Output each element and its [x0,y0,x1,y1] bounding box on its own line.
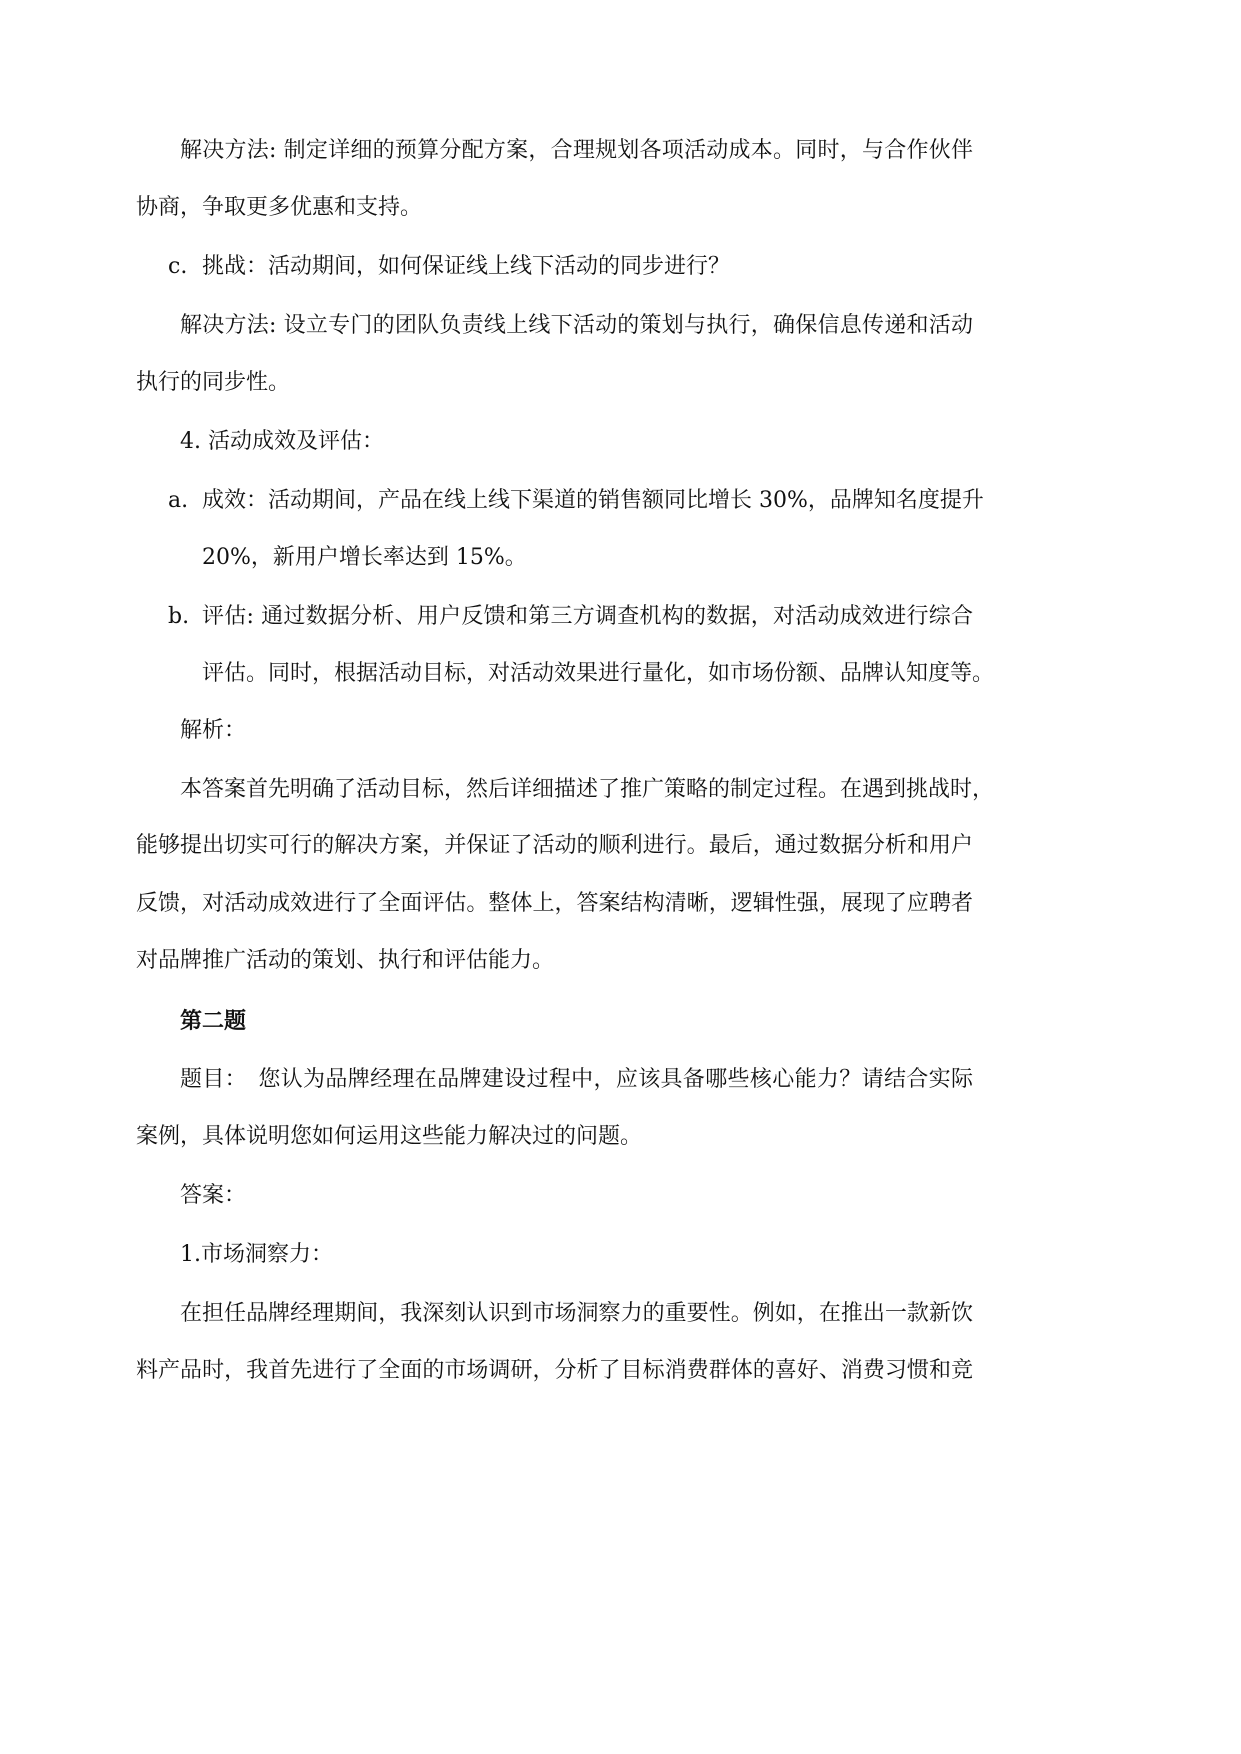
list-marker: b. [168,604,190,629]
list-marker: c. [168,254,188,279]
list-item-text: 20%，新用户增长率达到 15%。 [202,545,527,570]
list-item-text: 挑战：活动期间，如何保证线上线下活动的同步进行？ [202,254,731,279]
paragraph-line: 料产品时，我首先进行了全面的市场调研，分析了目标消费群体的喜好、消费习惯和竞 [136,1358,973,1383]
question-text: 案例，具体说明您如何运用这些能力解决过的问题。 [136,1124,643,1149]
list-item-text: 成效：活动期间，产品在线上线下渠道的销售额同比增长 30%，品牌知名度提升 [202,488,984,513]
paragraph-line: 解决方法: 设立专门的团队负责线上线下活动的策划与执行，确保信息传递和活动 [180,313,973,338]
paragraph-line: 本答案首先明确了活动目标，然后详细描述了推广策略的制定过程。在遇到挑战时， [180,777,995,802]
analysis-heading: 解析： [180,718,247,743]
section-heading: 4. 活动成效及评估： [180,429,384,454]
paragraph-line: 解决方法: 制定详细的预算分配方案，合理规划各项活动成本。同时，与合作伙伴 [180,138,973,163]
paragraph-line: 反馈，对活动成效进行了全面评估。整体上，答案结构清晰，逻辑性强，展现了应聘者 [136,891,973,916]
question-text: 题目： 您认为品牌经理在品牌建设过程中，应该具备哪些核心能力？请结合实际 [180,1067,973,1092]
list-marker: a. [168,488,189,513]
paragraph-line: 执行的同步性。 [136,370,291,395]
answer-subheading: 1.市场洞察力： [180,1242,333,1267]
paragraph-line: 能够提出切实可行的解决方案，并保证了活动的顺利进行。最后，通过数据分析和用户 [136,833,973,858]
list-item-text: 评估。同时，根据活动目标，对活动效果进行量化，如市场份额、品牌认知度等。 [202,661,995,686]
list-item-text: 评估: 通过数据分析、用户反馈和第三方调查机构的数据，对活动成效进行综合 [202,604,973,629]
paragraph-line: 对品牌推广活动的策划、执行和评估能力。 [136,948,555,973]
paragraph-line: 在担任品牌经理期间，我深刻认识到市场洞察力的重要性。例如，在推出一款新饮 [180,1301,973,1326]
question-heading: 第二题 [180,1008,247,1034]
paragraph-line: 协商，争取更多优惠和支持。 [136,195,423,220]
answer-heading: 答案： [180,1183,247,1208]
